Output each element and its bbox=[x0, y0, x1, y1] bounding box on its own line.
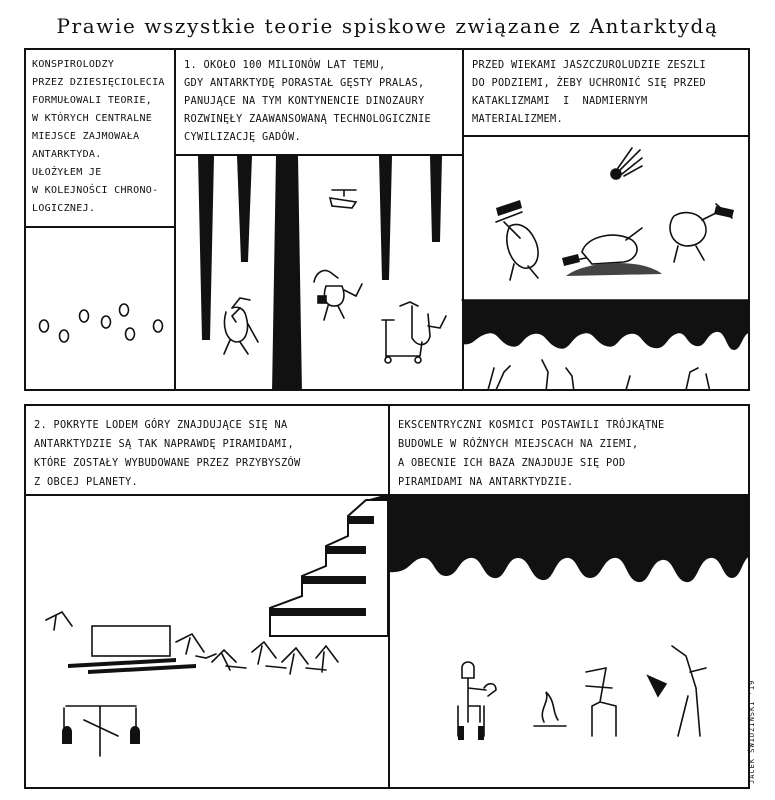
caption-underground: PRZED WIEKAMI JASZCZUROLUDZIE ZESZLI DO PODZIEMI, ŻEBY UCHRONIĆ SIĘ PRZED KATAKLIZMAMI I NADMIERNYM MATERIALIZMEM. bbox=[472, 59, 706, 125]
caption-theory-1: 1. OKOŁO 100 MILIONÓW LAT TEMU, GDY ANTARKTYDĘ PORASTAŁ GĘSTY PRALAS, PANUJĄCE NA TYM KONTYNENCIE DINOZAURY ROZWINĘŁY ZAAWANSOWANĄ TECHNOLOGICZNIE CYWILIZACJĘ GADÓW. bbox=[184, 59, 431, 143]
artist-signature: JACEK ŚWIDZIŃSKI '19 bbox=[748, 679, 756, 784]
pyramids-aliens-illustration bbox=[26, 406, 750, 789]
caption-aliens: EKSCENTRYCZNI KOSMICI POSTAWILI TRÓJKĄTNE BUDOWLE W RÓŻNYCH MIEJSCACH NA ZIEMI, A OBECNIE ICH BAZA ZNAJDUJE SIĘ POD PIRAMIDAMI NA ANTARKTYDZIE. bbox=[398, 419, 665, 488]
caption-intro: KONSPIROLODZY PRZEZ DZIESIĘCIOLECIA FORMUŁOWALI TEORIE, W KTÓRYCH CENTRALNE MIEJSCE ZAJMOWAŁA ANTARKTYDA. UŁOŻYŁEM JE W KOLEJNOŚCI CHRONO- LOGICZNEJ. bbox=[32, 59, 165, 214]
comic-row-2 bbox=[24, 404, 750, 789]
jungle-dinosaurs-illustration bbox=[26, 50, 750, 391]
page-title: Prawie wszystkie teorie spiskowe związane z Antarktydą bbox=[56, 14, 719, 38]
comic-row-1 bbox=[24, 48, 750, 391]
caption-theory-2: 2. POKRYTE LODEM GÓRY ZNAJDUJĄCE SIĘ NA ANTARKTYDZIE SĄ TAK NAPRAWDĘ PIRAMIDAMI, KTÓRE ZOSTAŁY WYBUDOWANE PRZEZ PRZYBYSZÓW Z OBCEJ PLANETY. bbox=[34, 419, 301, 488]
